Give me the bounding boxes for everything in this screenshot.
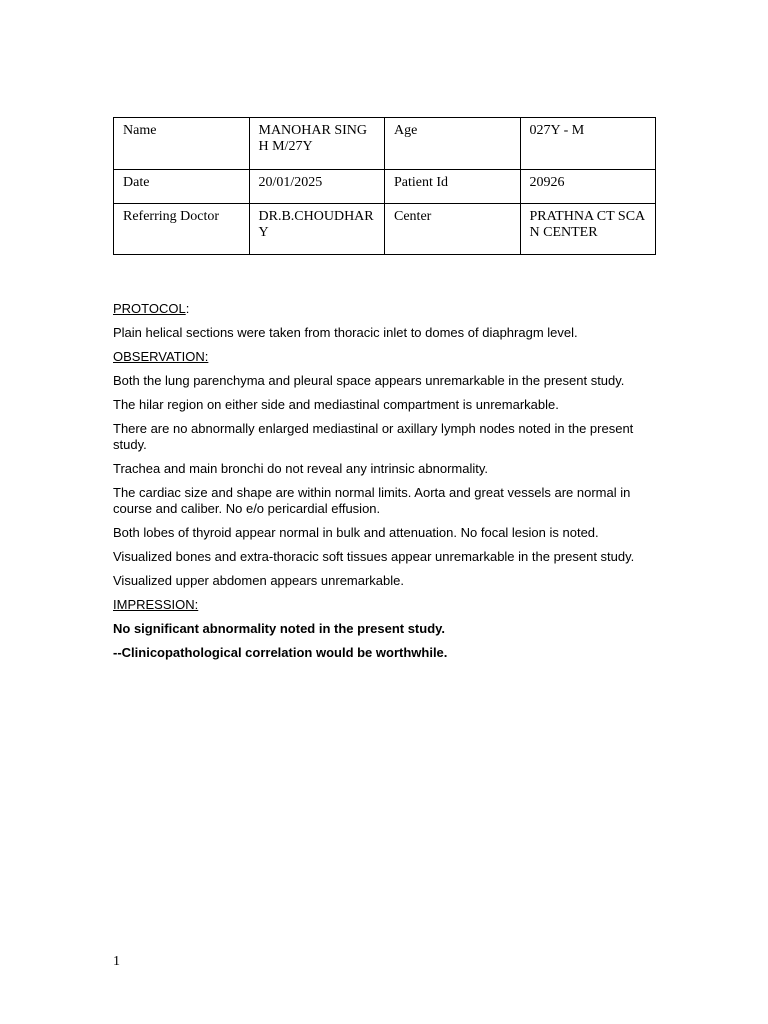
date-label: Date bbox=[114, 170, 250, 204]
age-label: Age bbox=[385, 118, 521, 170]
table-row-doctor bbox=[114, 204, 656, 255]
impression-line: --Clinicopathological correlation would be worthwhile. bbox=[113, 645, 448, 660]
patient-id-value: 20926 bbox=[520, 170, 656, 204]
center-label: Center bbox=[385, 204, 521, 255]
referring-doctor-label: Referring Doctor bbox=[114, 204, 250, 255]
referring-doctor-value: DR.B.CHOUDHARY bbox=[249, 204, 385, 255]
impression-line: No significant abnormality noted in the present study. bbox=[113, 621, 446, 636]
name-value: MANOHAR SINGH M/27Y bbox=[249, 118, 385, 170]
protocol-heading-colon: : bbox=[185, 301, 190, 316]
patient-info-table bbox=[113, 117, 656, 255]
page-number: 1 bbox=[113, 954, 120, 969]
date-value: 20/01/2025 bbox=[249, 170, 385, 204]
observation-item: Trachea and main bronchi do not reveal any intrinsic abnormality. bbox=[113, 461, 489, 476]
protocol-heading: PROTOCOL bbox=[113, 301, 186, 316]
table-row-name bbox=[114, 118, 656, 170]
protocol-heading-line bbox=[113, 301, 658, 317]
patient-id-label: Patient Id bbox=[385, 170, 521, 204]
observation-item: Visualized bones and extra-thoracic soft tissues appear unremarkable in the present study. bbox=[113, 549, 635, 564]
table-row-date bbox=[114, 170, 656, 204]
center-value: PRATHNA CT SCAN CENTER bbox=[520, 204, 656, 255]
protocol-text: Plain helical sections were taken from thoracic inlet to domes of diaphragm level. bbox=[113, 325, 578, 340]
observation-item: Both the lung parenchyma and pleural space appears unremarkable in the present study. bbox=[113, 373, 625, 388]
impression-heading: IMPRESSION: bbox=[113, 597, 199, 612]
observation-item: Both lobes of thyroid appear normal in bulk and attenuation. No focal lesion is noted. bbox=[113, 525, 599, 540]
observation-item: The hilar region on either side and mediastinal compartment is unremarkable. bbox=[113, 397, 559, 412]
name-label: Name bbox=[114, 118, 250, 170]
observation-item: The cardiac size and shape are within normal limits. Aorta and great vessels are normal in course and caliber. No e/o pericardial effusion. bbox=[113, 485, 631, 516]
report-body bbox=[113, 301, 658, 669]
age-value: 027Y - M bbox=[520, 118, 656, 170]
observation-heading: OBSERVATION: bbox=[113, 349, 209, 364]
observation-item: Visualized upper abdomen appears unremarkable. bbox=[113, 573, 405, 588]
observation-item: There are no abnormally enlarged mediastinal or axillary lymph nodes noted in the present study. bbox=[113, 421, 634, 452]
